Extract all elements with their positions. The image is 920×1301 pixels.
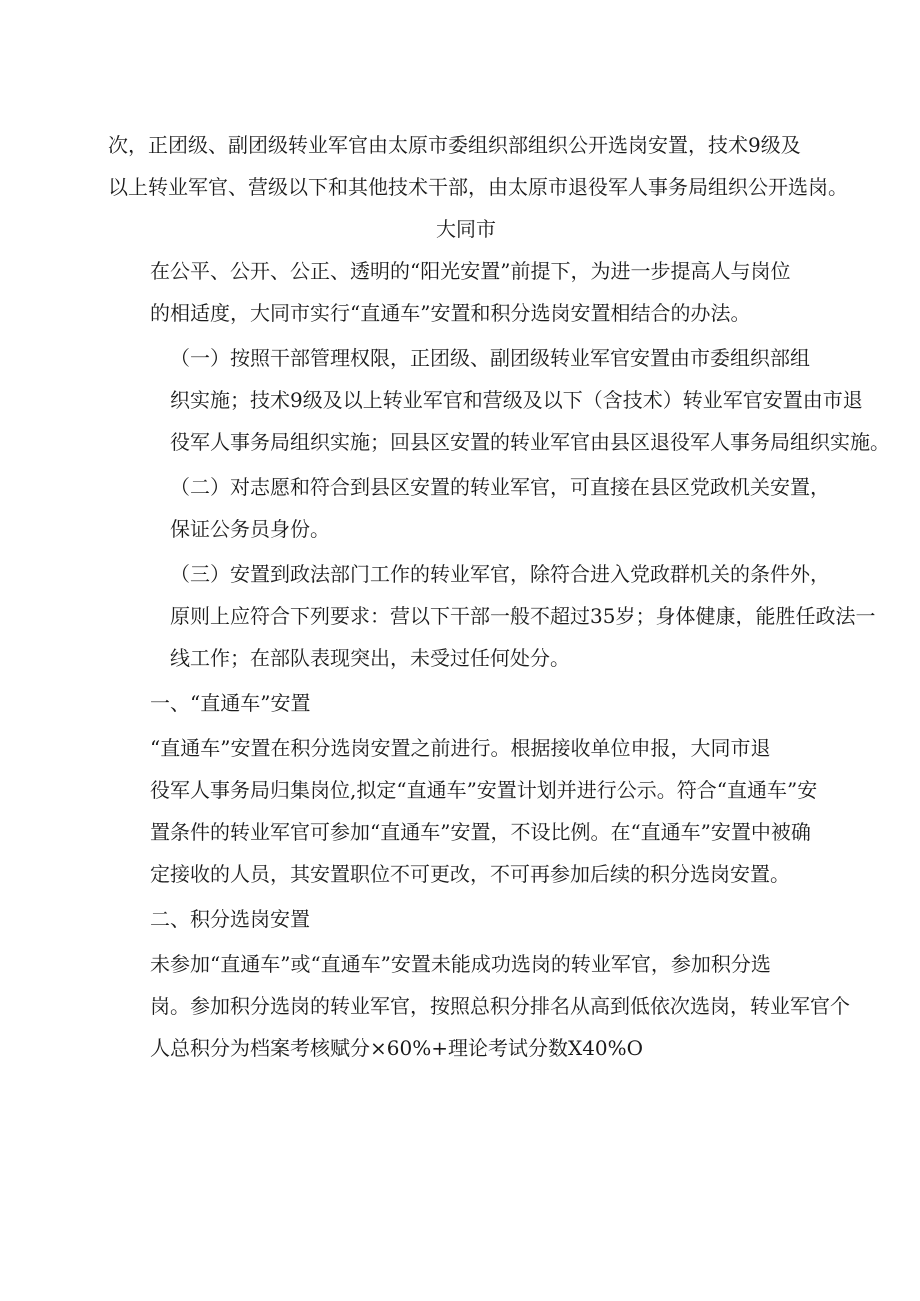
text-line: 未参加“直通车”或“直通车”安置未能成功选岗的转业军官，参加积分选: [150, 952, 771, 976]
document-page: [108, 124, 890, 1069]
text-line: 人总积分为档案考核赋分×60%+理论考试分数X40%O: [150, 1036, 644, 1060]
paragraph-taiyuan-continued: [108, 124, 848, 208]
text-line: 保证公务员身份。: [170, 517, 330, 541]
text-line: 原则上应符合下列要求：营以下干部一般不超过35岁；身体健康，能胜任政法一: [170, 604, 876, 628]
text-line: 以上转业军官、营级以下和其他技术干部，由太原市退役军人事务局组织公开选岗。: [108, 175, 848, 199]
paragraph-direct-train: [108, 727, 824, 895]
paragraph-datong-intro: [108, 250, 824, 334]
heading-text: 一、“直通车”安置: [150, 691, 311, 715]
heading-direct-train: [108, 682, 824, 724]
text-line: 的相适度，大同市实行“直通车”安置和积分选岗安置相结合的办法。: [150, 301, 751, 325]
paragraph-item-3: [108, 553, 876, 679]
paragraph-item-2: [108, 466, 830, 550]
text-line: 置条件的转业军官可参加“直通车”安置，不设比例。在“直通车”安置中被确: [150, 820, 811, 844]
text-line: （三）安置到政法部门工作的转业军官，除符合进入党政群机关的条件外，: [170, 562, 830, 586]
text-line: （二）对志愿和符合到县区安置的转业军官，可直接在县区党政机关安置，: [170, 475, 830, 499]
heading-text: 大同市: [436, 217, 496, 241]
text-line: 定接收的人员，其安置职位不可更改，不可再参加后续的积分选岗安置。: [150, 862, 790, 886]
text-line: 次，正团级、副团级转业军官由太原市委组织部组织公开选岗安置，技术9级及: [108, 133, 801, 157]
heading-points-selection: [108, 898, 824, 940]
text-line: “直通车”安置在积分选岗安置之前进行。根据接收单位申报，大同市退: [150, 736, 771, 760]
heading-text: 二、积分选岗安置: [150, 907, 310, 931]
text-line: 役军人事务局归集岗位,拟定“直通车”安置计划并进行公示。符合“直通车”安: [150, 778, 818, 802]
section-heading-datong: [108, 208, 824, 250]
text-line: 岗。参加积分选岗的转业军官，按照总积分排名从高到低依次选岗，转业军官个: [150, 994, 850, 1018]
text-line: 在公平、公开、公正、透明的“阳光安置”前提下，为进一步提高人与岗位: [150, 259, 791, 283]
text-line: 役军人事务局组织实施；回县区安置的转业军官由县区退役军人事务局组织实施。: [170, 430, 890, 454]
paragraph-points-selection: [108, 943, 850, 1069]
paragraph-item-1: [108, 337, 890, 463]
text-line: 线工作；在部队表现突出，未受过任何处分。: [170, 646, 570, 670]
text-line: 织实施；技术9级及以上转业军官和营级及以下（含技术）转业军官安置由市退: [170, 388, 863, 412]
text-line: （一）按照干部管理权限，正团级、副团级转业军官安置由市委组织部组: [170, 346, 810, 370]
